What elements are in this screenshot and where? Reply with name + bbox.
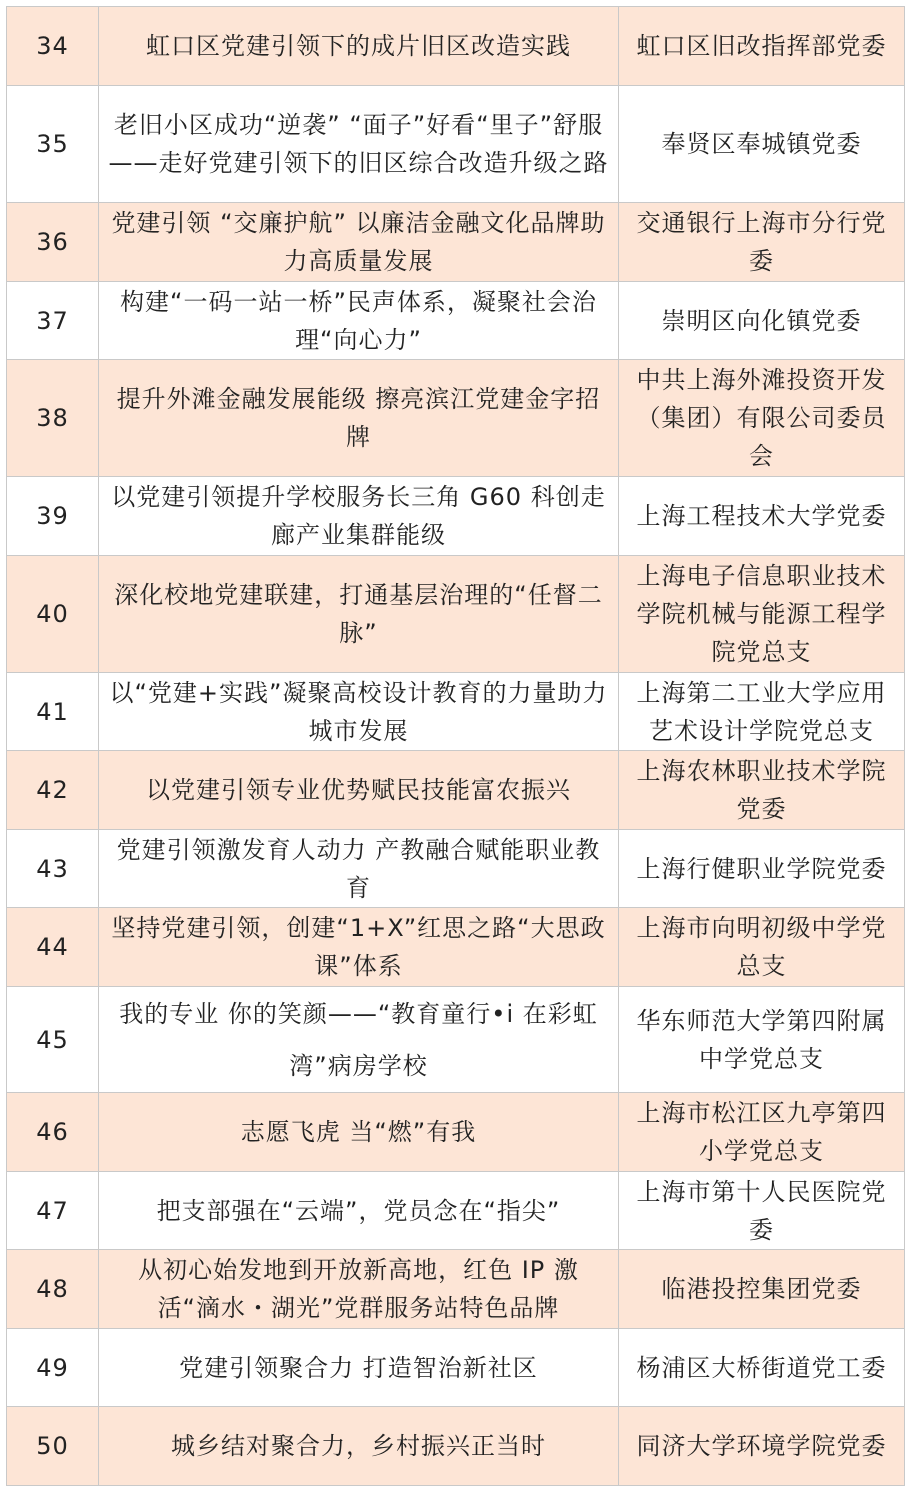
case-list-body [7,7,905,1486]
case-unit: 同济大学环境学院党委 [619,1407,905,1486]
table-row [7,1250,905,1329]
row-number: 38 [7,360,99,477]
case-unit: 中共上海外滩投资开发（集团）有限公司委员会 [619,360,905,477]
case-unit: 上海市松江区九亭第四小学党总支 [619,1093,905,1172]
case-title: 从初心始发地到开放新高地，红色 IP 激活“滴水・湖光”党群服务站特色品牌 [99,1250,619,1329]
case-unit: 上海电子信息职业技术学院机械与能源工程学院党总支 [619,556,905,673]
row-number: 48 [7,1250,99,1329]
row-number: 37 [7,282,99,360]
table-row [7,751,905,830]
case-unit: 上海行健职业学院党委 [619,830,905,908]
case-title: 坚持党建引领，创建“1+X”红思之路“大思政课”体系 [99,908,619,987]
row-number: 35 [7,86,99,203]
case-unit: 上海市向明初级中学党总支 [619,908,905,987]
row-number: 46 [7,1093,99,1172]
row-number: 45 [7,987,99,1093]
case-unit: 上海工程技术大学党委 [619,477,905,556]
case-title: 以“党建+实践”凝聚高校设计教育的力量助力城市发展 [99,673,619,751]
case-unit: 虹口区旧改指挥部党委 [619,7,905,86]
case-unit: 上海市第十人民医院党委 [619,1172,905,1250]
table-row [7,360,905,477]
table-row [7,1407,905,1486]
row-number: 42 [7,751,99,830]
case-title: 老旧小区成功“逆袭” “面子”好看“里子”舒服——走好党建引领下的旧区综合改造升级之路 [99,86,619,203]
case-title: 党建引领激发育人动力 产教融合赋能职业教育 [99,830,619,908]
table-row [7,1329,905,1407]
case-unit: 上海第二工业大学应用艺术设计学院党总支 [619,673,905,751]
table-row [7,556,905,673]
table-row [7,203,905,282]
row-number: 44 [7,908,99,987]
table-row [7,1172,905,1250]
case-title: 城乡结对聚合力，乡村振兴正当时 [99,1407,619,1486]
case-unit: 上海农林职业技术学院党委 [619,751,905,830]
table-row [7,830,905,908]
case-title: 党建引领 “交廉护航” 以廉洁金融文化品牌助力高质量发展 [99,203,619,282]
table-row [7,673,905,751]
row-number: 41 [7,673,99,751]
row-number: 43 [7,830,99,908]
row-number: 49 [7,1329,99,1407]
case-unit: 奉贤区奉城镇党委 [619,86,905,203]
case-title: 我的专业 你的笑颜——“教育童行•i 在彩虹湾”病房学校 [99,987,619,1093]
case-unit: 华东师范大学第四附属中学党总支 [619,987,905,1093]
table-row [7,282,905,360]
row-number: 34 [7,7,99,86]
case-unit: 临港投控集团党委 [619,1250,905,1329]
case-title: 提升外滩金融发展能级 擦亮滨江党建金字招牌 [99,360,619,477]
case-title: 以党建引领专业优势赋民技能富农振兴 [99,751,619,830]
table-row [7,86,905,203]
case-title: 深化校地党建联建，打通基层治理的“任督二脉” [99,556,619,673]
table-row [7,1093,905,1172]
table-row [7,987,905,1093]
row-number: 50 [7,1407,99,1486]
case-unit: 交通银行上海市分行党委 [619,203,905,282]
case-title: 党建引领聚合力 打造智治新社区 [99,1329,619,1407]
case-title: 把支部强在“云端”，党员念在“指尖” [99,1172,619,1250]
case-title: 以党建引领提升学校服务长三角 G60 科创走廊产业集群能级 [99,477,619,556]
row-number: 39 [7,477,99,556]
row-number: 36 [7,203,99,282]
case-title: 虹口区党建引领下的成片旧区改造实践 [99,7,619,86]
case-list-table [6,6,905,1486]
row-number: 40 [7,556,99,673]
table-row [7,7,905,86]
case-unit: 崇明区向化镇党委 [619,282,905,360]
row-number: 47 [7,1172,99,1250]
table-row [7,477,905,556]
case-unit: 杨浦区大桥街道党工委 [619,1329,905,1407]
table-row [7,908,905,987]
case-title: 志愿飞虎 当“燃”有我 [99,1093,619,1172]
case-title: 构建“一码一站一桥”民声体系，凝聚社会治理“向心力” [99,282,619,360]
